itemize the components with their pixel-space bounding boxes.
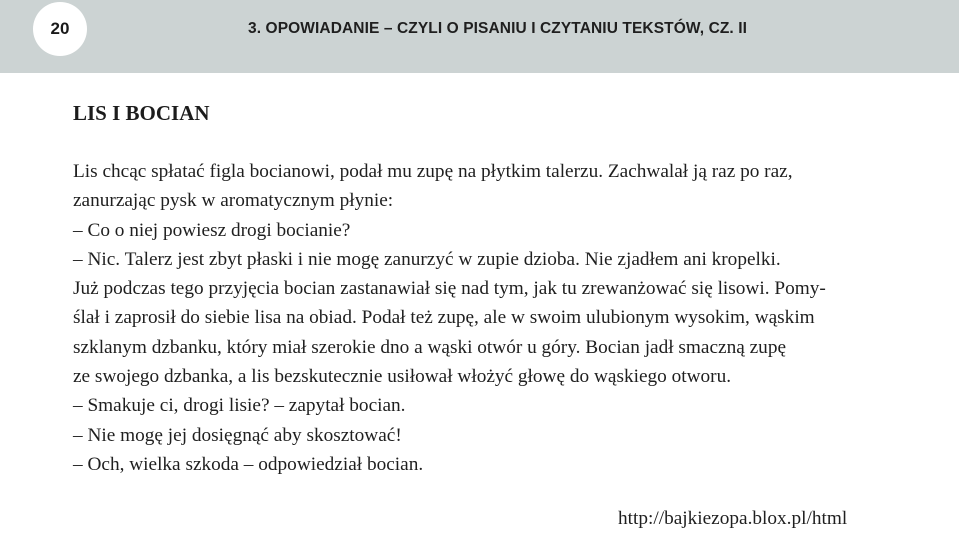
chapter-title: 3. OPOWIADANIE – CZYLI O PISANIU I CZYTANIU TEKSTÓW, CZ. II — [248, 20, 748, 37]
story-line: – Co o niej powiesz drogi bocianie? — [73, 219, 351, 241]
story-line: ze swojego dzbanka, a lis bezskutecznie usiłował włożyć głowę do wąskiego otworu. — [73, 366, 732, 388]
story-line: zanurzając pysk w aromatycznym płynie: — [73, 190, 394, 212]
story-body — [73, 157, 873, 479]
source-url[interactable]: http://bajkiezopa.blox.pl/html — [618, 508, 848, 529]
story-line: – Och, wielka szkoda – odpowiedział bocian. — [73, 453, 424, 475]
story-line: Lis chcąc spłatać figla bocianowi, podał mu zupę na płytkim talerzu. Zachwalał ją raz po raz, — [73, 161, 793, 182]
story-line: ślał i zaprosił do siebie lisa na obiad. Podał też zupę, ale w swoim ulubionym wysokim, wąskim — [73, 307, 815, 329]
page-number-badge — [33, 2, 87, 56]
story-line: – Nic. Talerz jest zbyt płaski i nie mogę zanurzyć w zupie dzioba. Nie zjadłem ani kropelki. — [73, 248, 781, 270]
page-number: 20 — [50, 19, 70, 38]
story-line: – Smakuje ci, drogi lisie? – zapytał bocian. — [73, 395, 406, 417]
story-line: szklanym dzbanku, który miał szerokie dno a wąski otwór u góry. Bocian jadł smaczną zupę — [73, 336, 787, 358]
story-title: LIS I BOCIAN — [73, 101, 210, 125]
story-line: – Nie mogę jej dosięgnąć aby skosztować! — [73, 424, 402, 446]
story-line: Już podczas tego przyjęcia bocian zastanawiał się nad tym, jak tu zrewanżować się lisowi. Pomy- — [73, 278, 826, 300]
